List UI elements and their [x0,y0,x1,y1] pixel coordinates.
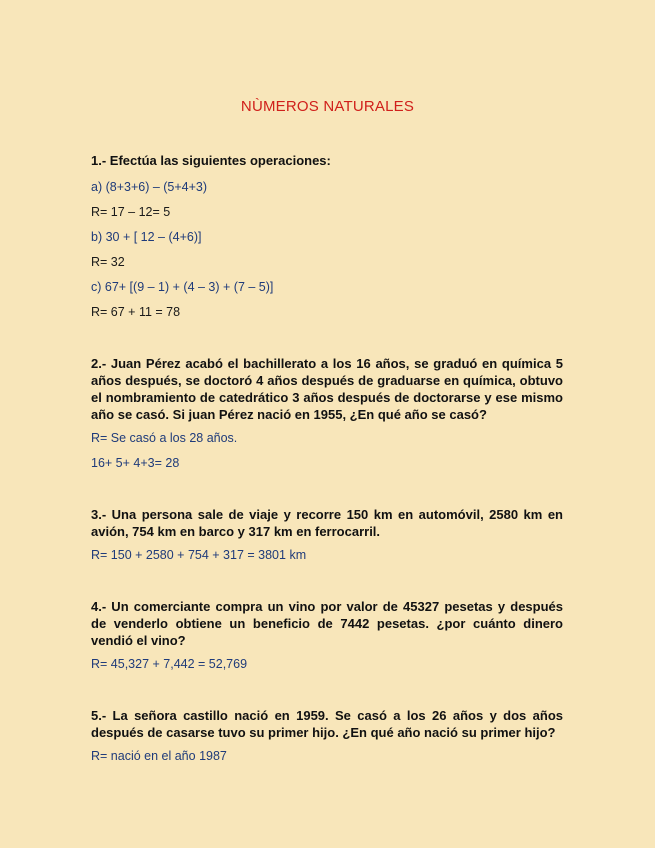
q4-answer: R= 45,327 + 7,442 = 52,769 [91,657,248,671]
document-body [91,152,563,765]
q2-answer: R= Se casó a los 28 años. [91,431,238,445]
question-4-text: 4.- Un comerciante compra un vino por valor de 45327 pesetas y después de venderlo obtiene un beneficio de 7442 pesetas. ¿por cuánto dinero vendió el vino? [91,599,563,648]
q3-answer: R= 150 + 2580 + 754 + 317 = 3801 km [91,548,307,562]
q5-answer: R= nació en el año 1987 [91,749,227,763]
q1-c-result: R= 67 + 11 = 78 [91,305,181,319]
q1-b-expression: b) 30 + [ 12 – (4+6)] [91,230,202,244]
q2-work: 16+ 5+ 4+3= 28 [91,456,180,470]
q1-a-expression: a) (8+3+6) – (5+4+3) [91,180,208,194]
question-3-text: 3.- Una persona sale de viaje y recorre 150 km en automóvil, 2580 km en avión, 754 km en barco y 317 km en ferrocarril. [91,507,563,539]
q1-a-result: R= 17 – 12= 5 [91,205,171,219]
page-title: NÙMEROS NATURALES [240,98,415,115]
question-2-text: 2.- Juan Pérez acabó el bachillerato a los 16 años, se graduó en química 5 años después, se doctoró 4 años después de graduarse en química, obtuvo el nombramiento de catedrático 3 años después de doctorarse y ese mismo año se casó. Si juan Pérez nació en 1955, ¿En qué año se casó? [91,356,563,422]
q1-b-result: R= 32 [91,255,125,269]
question-1-heading: 1.- Efectúa las siguientes operaciones: [91,153,331,168]
question-5-text: 5.- La señora castillo nació en 1959. Se casó a los 26 años y dos años después de casarse tuvo su primer hijo. ¿En qué año nació su primer hijo? [91,708,563,740]
q1-c-expression: c) 67+ [(9 – 1) + (4 – 3) + (7 – 5)] [91,280,274,294]
